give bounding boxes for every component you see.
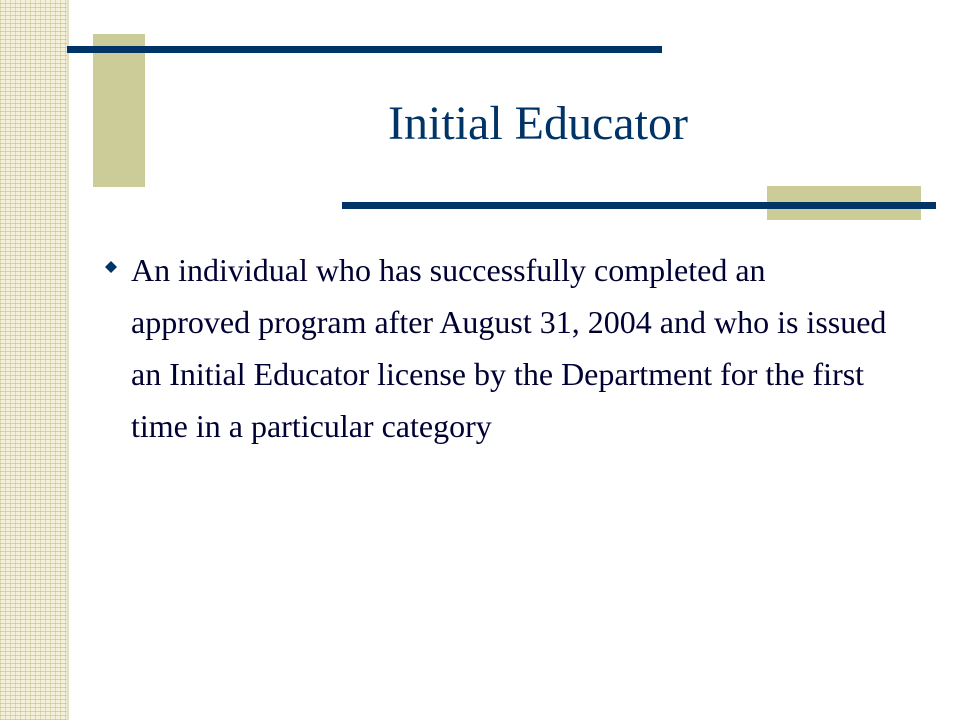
- bullet-item: [100, 244, 890, 452]
- slide-title: Initial Educator: [388, 97, 688, 150]
- navy-decor-bar-bottom: [342, 202, 936, 209]
- left-strip-edge: [67, 0, 69, 720]
- bullet-text: An individual who has successfully completed an approved program after August 31, 2004 and who is issued an Initial Educator license by the Department for the first time in a particular category: [131, 252, 887, 444]
- tan-decor-block-top: [93, 34, 145, 187]
- slide-content: [100, 244, 890, 452]
- navy-decor-bar-top: [67, 46, 662, 53]
- diamond-bullet-icon: [105, 260, 117, 272]
- left-textured-strip: [0, 0, 69, 720]
